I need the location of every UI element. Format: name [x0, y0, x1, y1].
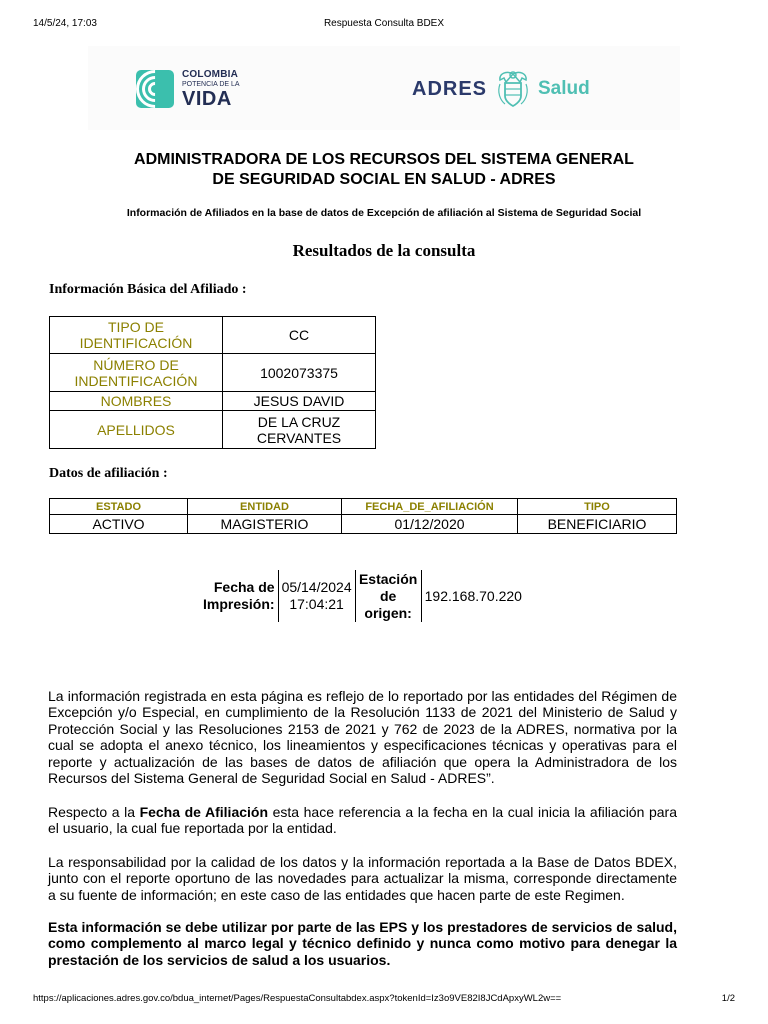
page-subtitle: Información de Afiliados en la base de datos de Excepción de afiliación al Sistema de Seguridad Social: [126, 207, 642, 219]
surnames-label: APELLIDOS: [50, 411, 223, 449]
table-row: [50, 354, 376, 392]
basic-info-table: [49, 316, 376, 449]
id-type-label: TIPO DE IDENTIFICACIÓN: [50, 317, 223, 354]
entidad-value: MAGISTERIO: [188, 515, 342, 534]
colombia-waves-icon: [136, 70, 174, 108]
affiliation-heading: Datos de afiliación :: [49, 466, 168, 481]
page-title: [40, 150, 728, 190]
table-row: [50, 392, 376, 411]
table-header-row: [50, 499, 677, 515]
p2-text-end: esta hace referencia a la fecha en la cual inicia la afiliación para el usuario, la cual fue reportada por la entidad.: [48, 804, 677, 837]
results-title: Resultados de la consulta: [292, 241, 476, 260]
coat-of-arms-icon: [494, 68, 532, 110]
id-number-label: NÚMERO DE INDENTIFICACIÓN: [50, 354, 223, 392]
print-date-label: Fecha de Impresión:: [203, 579, 275, 612]
column-header-entidad: ENTIDAD: [188, 499, 342, 515]
id-number-value: 1002073375: [223, 354, 376, 392]
adres-logo-text: ADRES: [412, 78, 488, 100]
print-document-title: Respuesta Consulta BDEX: [323, 18, 445, 29]
legal-paragraph-4: Esta información se debe utilizar por parte de las EPS y los prestadores de servicios de salud, como complemento al marco legal y técnico definido y nunca como motivo para denegar la prestación de los servicios de salud a los usuarios.: [48, 919, 677, 968]
affiliation-table: [49, 498, 677, 534]
column-header-fecha-afiliacion: FECHA_DE_AFILIACIÓN: [342, 499, 518, 515]
origin-station-label: Estación de origen:: [355, 570, 421, 622]
title-line-2: DE SEGURIDAD SOCIAL EN SALUD - ADRES: [212, 171, 556, 188]
print-header: [33, 18, 735, 32]
id-type-value: CC: [223, 317, 376, 354]
print-date: 14/5/24, 17:03: [33, 18, 97, 29]
column-header-tipo: TIPO: [518, 499, 677, 515]
table-row: [50, 515, 677, 534]
adres-salud-logo: [412, 66, 592, 112]
table-row: [50, 317, 376, 354]
names-label: NOMBRES: [50, 392, 223, 411]
colombia-potencia-vida-logo: [136, 68, 246, 112]
colombia-logo-subtext: POTENCIA DE LA: [182, 81, 240, 88]
estado-value: ACTIVO: [50, 515, 188, 534]
tipo-value: BENEFICIARIO: [518, 515, 677, 534]
p2-bold-term: Fecha de Afiliación: [139, 804, 269, 820]
fecha-afiliacion-value: 01/12/2020: [342, 515, 518, 534]
print-footer: [33, 993, 735, 1007]
print-date-value: 05/14/2024 17:04:21: [278, 570, 355, 622]
surnames-value: DE LA CRUZ CERVANTES: [223, 411, 376, 449]
print-info-table: [200, 570, 525, 622]
colombia-logo-text: COLOMBIA: [182, 69, 239, 80]
origin-station-value: 192.168.70.220: [421, 570, 525, 622]
table-row: [50, 411, 376, 449]
print-url: https://aplicaciones.adres.gov.co/bdua_internet/Pages/RespuestaConsultabdex.aspx?tokenId=Iz3o9VE82I8JCdApxyWL2w==: [33, 993, 562, 1004]
names-value: JESUS DAVID: [223, 392, 376, 411]
legal-paragraph-2: [48, 804, 677, 837]
colombia-logo-vida: VIDA: [182, 88, 232, 110]
title-line-1: ADMINISTRADORA DE LOS RECURSOS DEL SISTEMA GENERAL: [134, 151, 634, 168]
salud-logo-text: Salud: [538, 78, 590, 99]
p2-text-start: Respecto a la: [48, 804, 140, 820]
legal-paragraph-3: La responsabilidad por la calidad de los datos y la información reportada a la Base de Datos BDEX, junto con el reporte oportuno de las novedades para actualizar la misma, corresponde directamente a su fuente de información; en este caso de las entidades que hacen parte de este Regimen.: [48, 854, 677, 903]
legal-paragraph-1: La información registrada en esta página es reflejo de lo reportado por las entidades del Régimen de Excepción y/o Especial, en cumplimiento de la Resolución 1133 de 2021 del Ministerio de Salud y Protección Social y las Resoluciones 2153 de 2021 y 762 de 2023 de la ADRES, normativa por la cual se adopta el anexo técnico, los lineamientos y especificaciones técnicas y operativas para el reporte y actualización de las bases de datos de afiliación que opera la Administradora de los Recursos del Sistema General de Seguridad Social en Salud - ADRES”.: [48, 688, 677, 787]
column-header-estado: ESTADO: [50, 499, 188, 515]
basic-info-heading: Información Básica del Afiliado :: [49, 282, 247, 297]
page-number: 1/2: [721, 993, 735, 1004]
